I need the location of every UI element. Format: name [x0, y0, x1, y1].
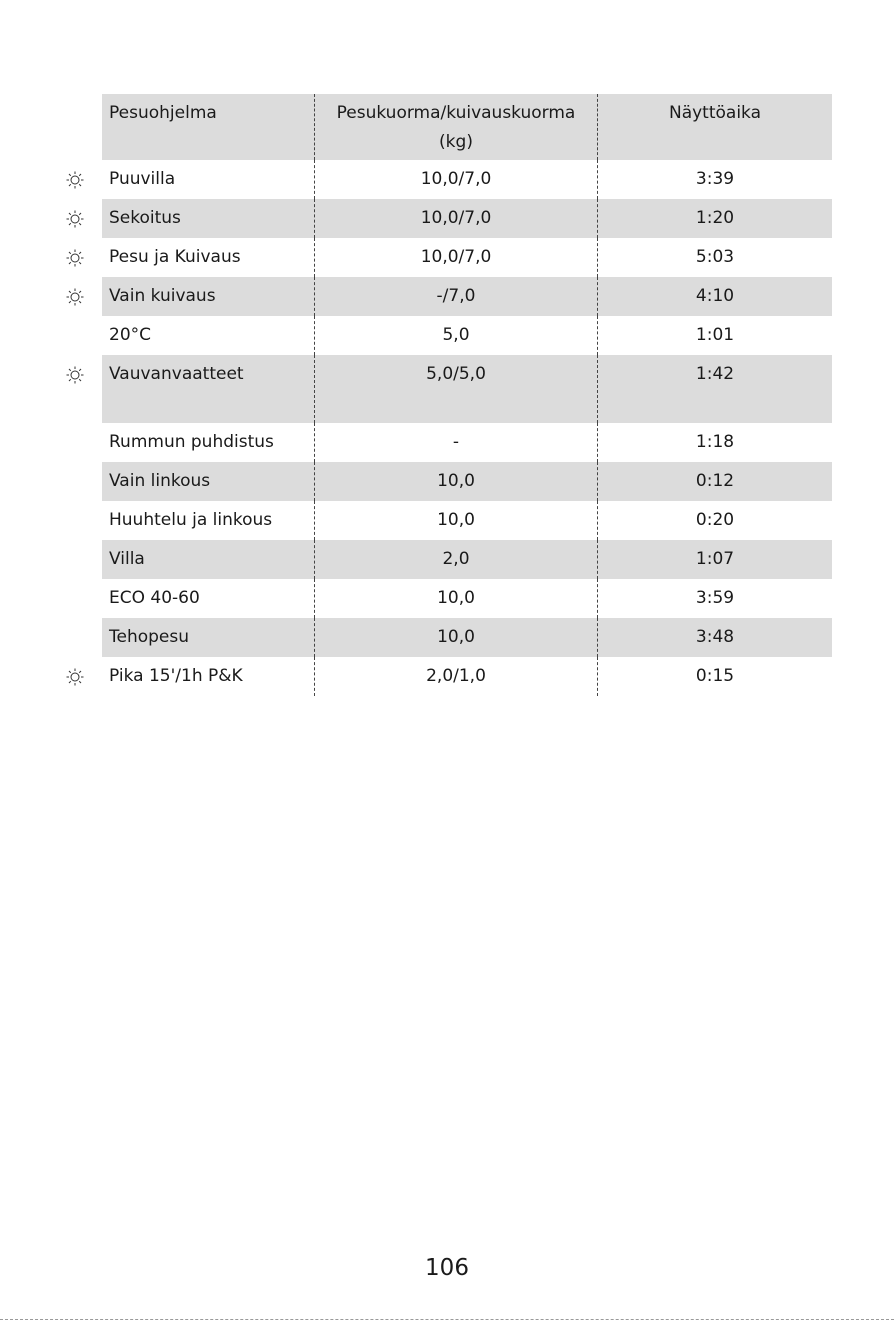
header-load-text: Pesukuorma/kuivauskuorma (kg): [336, 103, 576, 152]
display-time: 1:07: [695, 549, 735, 569]
table-row: [102, 462, 832, 501]
program-name: Pesu ja Kuivaus: [109, 247, 241, 267]
program-name: Sekoitus: [109, 208, 181, 228]
display-time: 0:20: [695, 510, 735, 530]
program-name: Pika 15'/1h P&K: [109, 666, 243, 686]
table-body: [102, 160, 832, 696]
program-name: Vain linkous: [109, 471, 211, 491]
table-row: [102, 657, 832, 696]
display-time: 3:59: [695, 588, 735, 608]
display-time: 1:01: [695, 325, 735, 345]
display-time: 1:42: [695, 364, 735, 384]
display-time: 3:48: [695, 627, 735, 647]
table-row: [102, 618, 832, 657]
display-time: 3:39: [695, 169, 735, 189]
table-row: [102, 423, 832, 462]
table-row: [102, 579, 832, 618]
program-table: [102, 94, 832, 696]
program-name: Rummun puhdistus: [109, 432, 274, 452]
table-row: [102, 160, 832, 199]
load-value: 10,0/7,0: [314, 160, 598, 199]
display-time: 1:18: [695, 432, 735, 452]
sun-icon: [64, 364, 86, 386]
load-value: 2,0/1,0: [314, 657, 598, 696]
program-name: Huuhtelu ja linkous: [109, 510, 273, 530]
table-row: [102, 501, 832, 540]
sun-icon: [64, 247, 86, 269]
display-time: 1:20: [695, 208, 735, 228]
load-value: 10,0: [314, 579, 598, 618]
program-name: Tehopesu: [109, 627, 190, 647]
table-header-row: [102, 94, 832, 160]
program-name: Vain kuivaus: [109, 286, 216, 306]
program-name: 20°C: [109, 325, 152, 345]
display-time: 0:12: [695, 471, 735, 491]
sun-icon: [64, 286, 86, 308]
display-time: 0:15: [695, 666, 735, 686]
header-load: [314, 94, 598, 160]
load-value: 2,0: [314, 540, 598, 579]
load-value: -/7,0: [314, 277, 598, 316]
load-value: -: [314, 423, 598, 462]
display-time: 5:03: [695, 247, 735, 267]
load-value: 10,0: [314, 501, 598, 540]
table-row: [102, 199, 832, 238]
table-row: [102, 540, 832, 579]
program-name: ECO 40-60: [109, 588, 200, 608]
program-name: Vauvanvaatteet: [109, 364, 244, 384]
table-row: [102, 316, 832, 355]
load-value: 10,0/7,0: [314, 199, 598, 238]
header-program: Pesuohjelma: [109, 103, 217, 123]
bottom-rule: [0, 1319, 894, 1320]
program-name: Puuvilla: [109, 169, 176, 189]
load-value: 10,0: [314, 462, 598, 501]
table-row: [102, 355, 832, 423]
sun-icon: [64, 666, 86, 688]
load-value: 5,0/5,0: [314, 355, 598, 423]
display-time: 4:10: [695, 286, 735, 306]
load-value: 10,0: [314, 618, 598, 657]
header-time: Näyttöaika: [668, 103, 762, 123]
load-value: 10,0/7,0: [314, 238, 598, 277]
table-row: [102, 238, 832, 277]
table-row: [102, 277, 832, 316]
page-number: 106: [425, 1255, 469, 1281]
program-name: Villa: [109, 549, 145, 569]
load-value: 5,0: [314, 316, 598, 355]
sun-icon: [64, 169, 86, 191]
sun-icon: [64, 208, 86, 230]
